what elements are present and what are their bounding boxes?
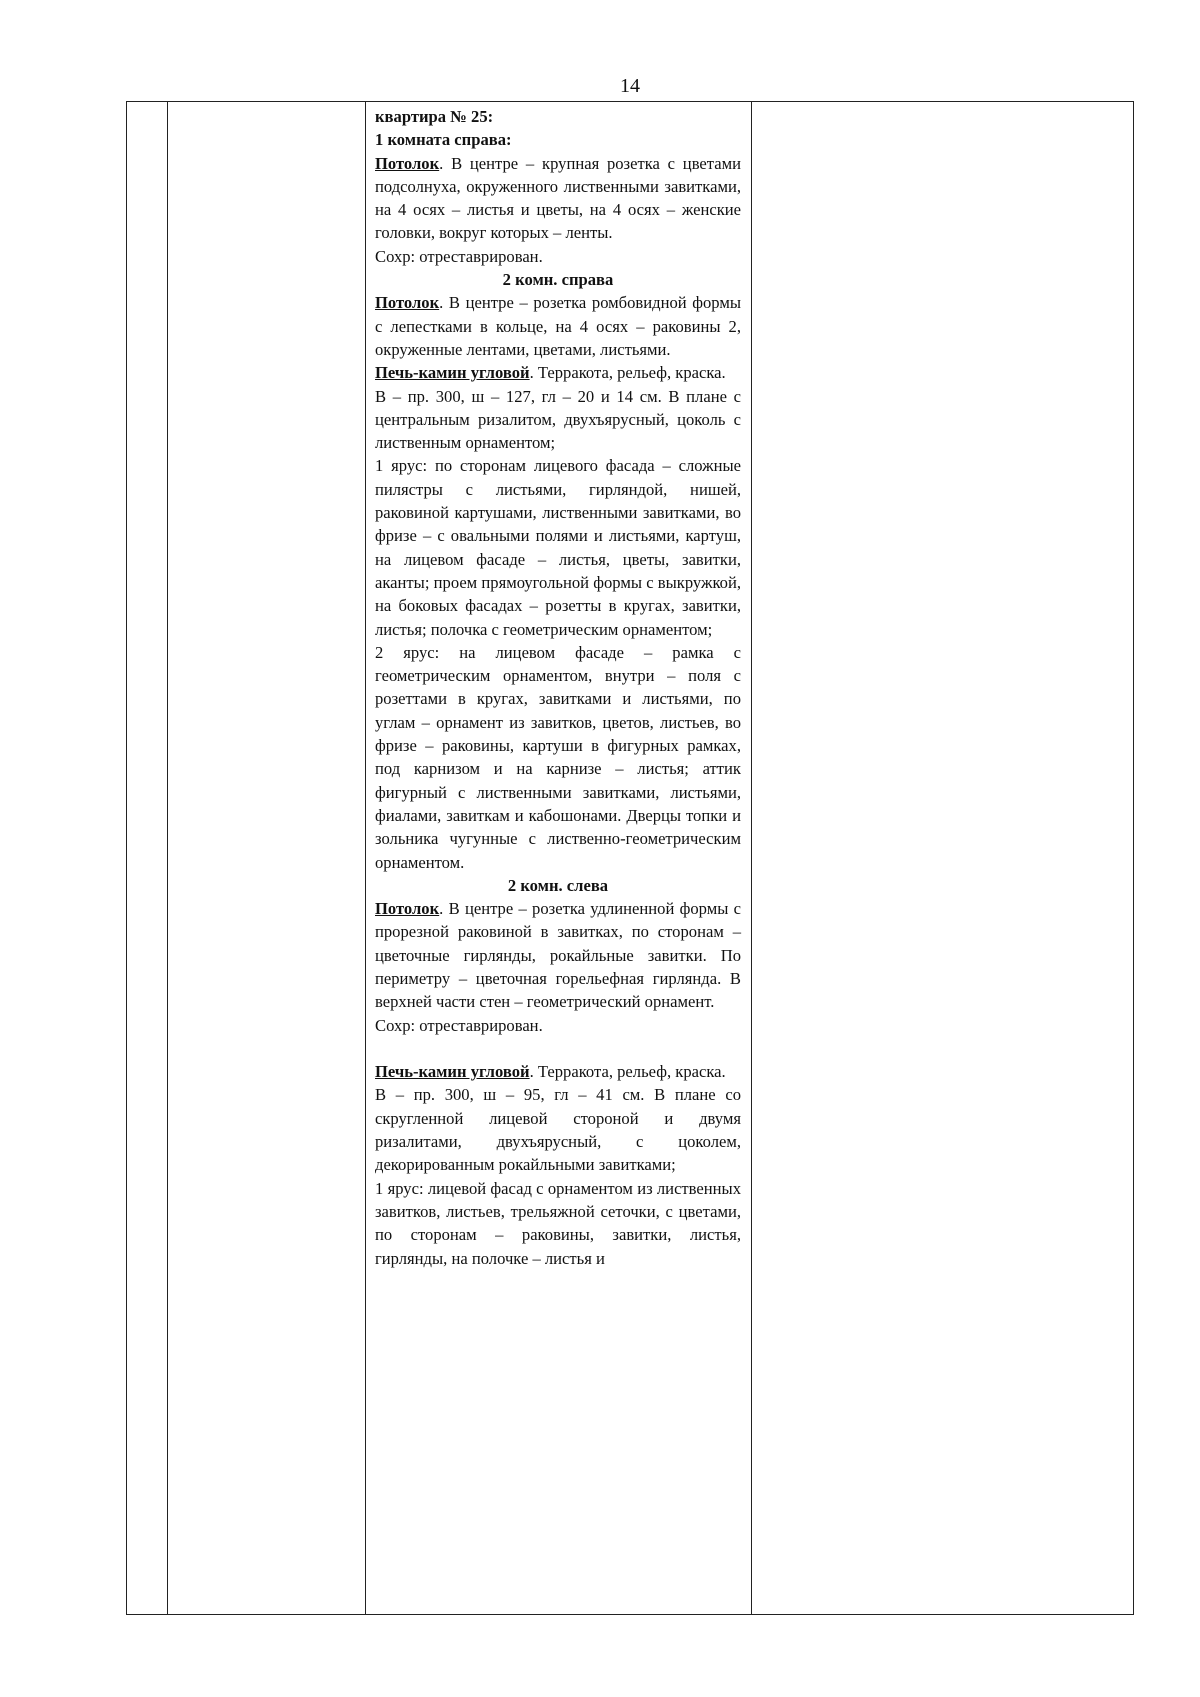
section-label: Потолок	[375, 899, 440, 919]
stove-description	[375, 1060, 741, 1083]
room-title: 2 комн. слева	[507, 875, 609, 895]
ceiling-description	[375, 897, 741, 1013]
description-cell	[375, 105, 741, 1270]
section-label: Потолок	[375, 153, 440, 173]
section-text: . В центре – розетка удлиненной формы с прорезной раковиной в завитках, по сторонам – цветочные гирлянды, рокайльные завитки. По периметру – цветочная горельефная гирлянда. В верхней части стен – геометрический орнамент.	[375, 899, 741, 1012]
stove-dimensions: В – пр. 300, ш – 127, гл – 20 и 14 см. В плане с центральным ризалитом, двухъярусный, цоколь с лиственным орнаментом;	[375, 386, 741, 453]
stove-description	[375, 361, 741, 384]
section-text: . В центре – розетка ромбовидной формы с лепестками в кольце, на 4 осях – раковины 2, окруженные лентами, цветами, листьями.	[375, 293, 741, 359]
stove-tier-1: 1 ярус: по сторонам лицевого фасада – сложные пилястры с листьями, гирляндой, нишей, раковиной картушами, лиственными завитками, во фризе – с овальными полями и листьями, картуш, на лицевом фасаде – листья, цветы, завитки, аканты; проем прямоугольной формы с выкружкой, на боковых фасадах – розетты в кругах, завитки, листья; полочка с геометрическим орнаментом;	[375, 456, 741, 639]
ceiling-description	[375, 152, 741, 245]
table-column-divider	[167, 102, 168, 1614]
room-title: 1 комната справа:	[375, 130, 512, 150]
section-label: Потолок	[375, 293, 440, 313]
stove-dimensions: В – пр. 300, ш – 95, гл – 41 см. В плане со скругленной лицевой стороной и двумя ризалитами, двухъярусный, с цоколем, декорированным рокайльными завитками;	[375, 1085, 741, 1175]
table-column-divider	[751, 102, 752, 1614]
inventory-table	[126, 101, 1134, 1615]
section-text: . В центре – крупная розетка с цветами подсолнуха, окруженного лиственными завитками, на 4 осях – листья и цветы, на 4 осях – женские головки, вокруг которых – ленты.	[375, 153, 741, 243]
section-label: Печь-камин угловой	[375, 1062, 530, 1082]
stove-tier-2: 2 ярус: на лицевом фасаде – рамка с геометрическим орнаментом, внутри – поля с розеттами в кругах, завитками и листьями, по углам – орнамент из завитков, цветов, листьев, во фризе – раковины, картуши в фигурных рамках, под карнизом и на карнизе – листья; аттик фигурный с лиственными завитками, листьями, фиалами, завиткам и кабошонами. Дверцы топки и зольника чугунные с лиственно-геометрическим орнаментом.	[375, 642, 741, 872]
page-number: 14	[620, 75, 640, 97]
section-text: . Терракота, рельеф, краска.	[529, 1062, 726, 1082]
apartment-title: квартира № 25:	[375, 107, 494, 126]
blank-line	[375, 1037, 741, 1060]
section-text: . Терракота, рельеф, краска.	[529, 363, 726, 383]
condition-note: Сохр: отреставрирован.	[375, 1015, 543, 1035]
condition-note: Сохр: отреставрирован.	[375, 246, 543, 266]
room-title: 2 комн. справа	[502, 270, 614, 290]
ceiling-description	[375, 291, 741, 361]
table-column-divider	[365, 102, 366, 1614]
stove-tier-1: 1 ярус: лицевой фасад с орнаментом из лиственных завитков, листьев, трельяжной сеточки, с цветами, по сторонам – раковины, завитки, листья, гирлянды, на полочке – листья и	[375, 1178, 741, 1268]
section-label: Печь-камин угловой	[375, 363, 530, 383]
